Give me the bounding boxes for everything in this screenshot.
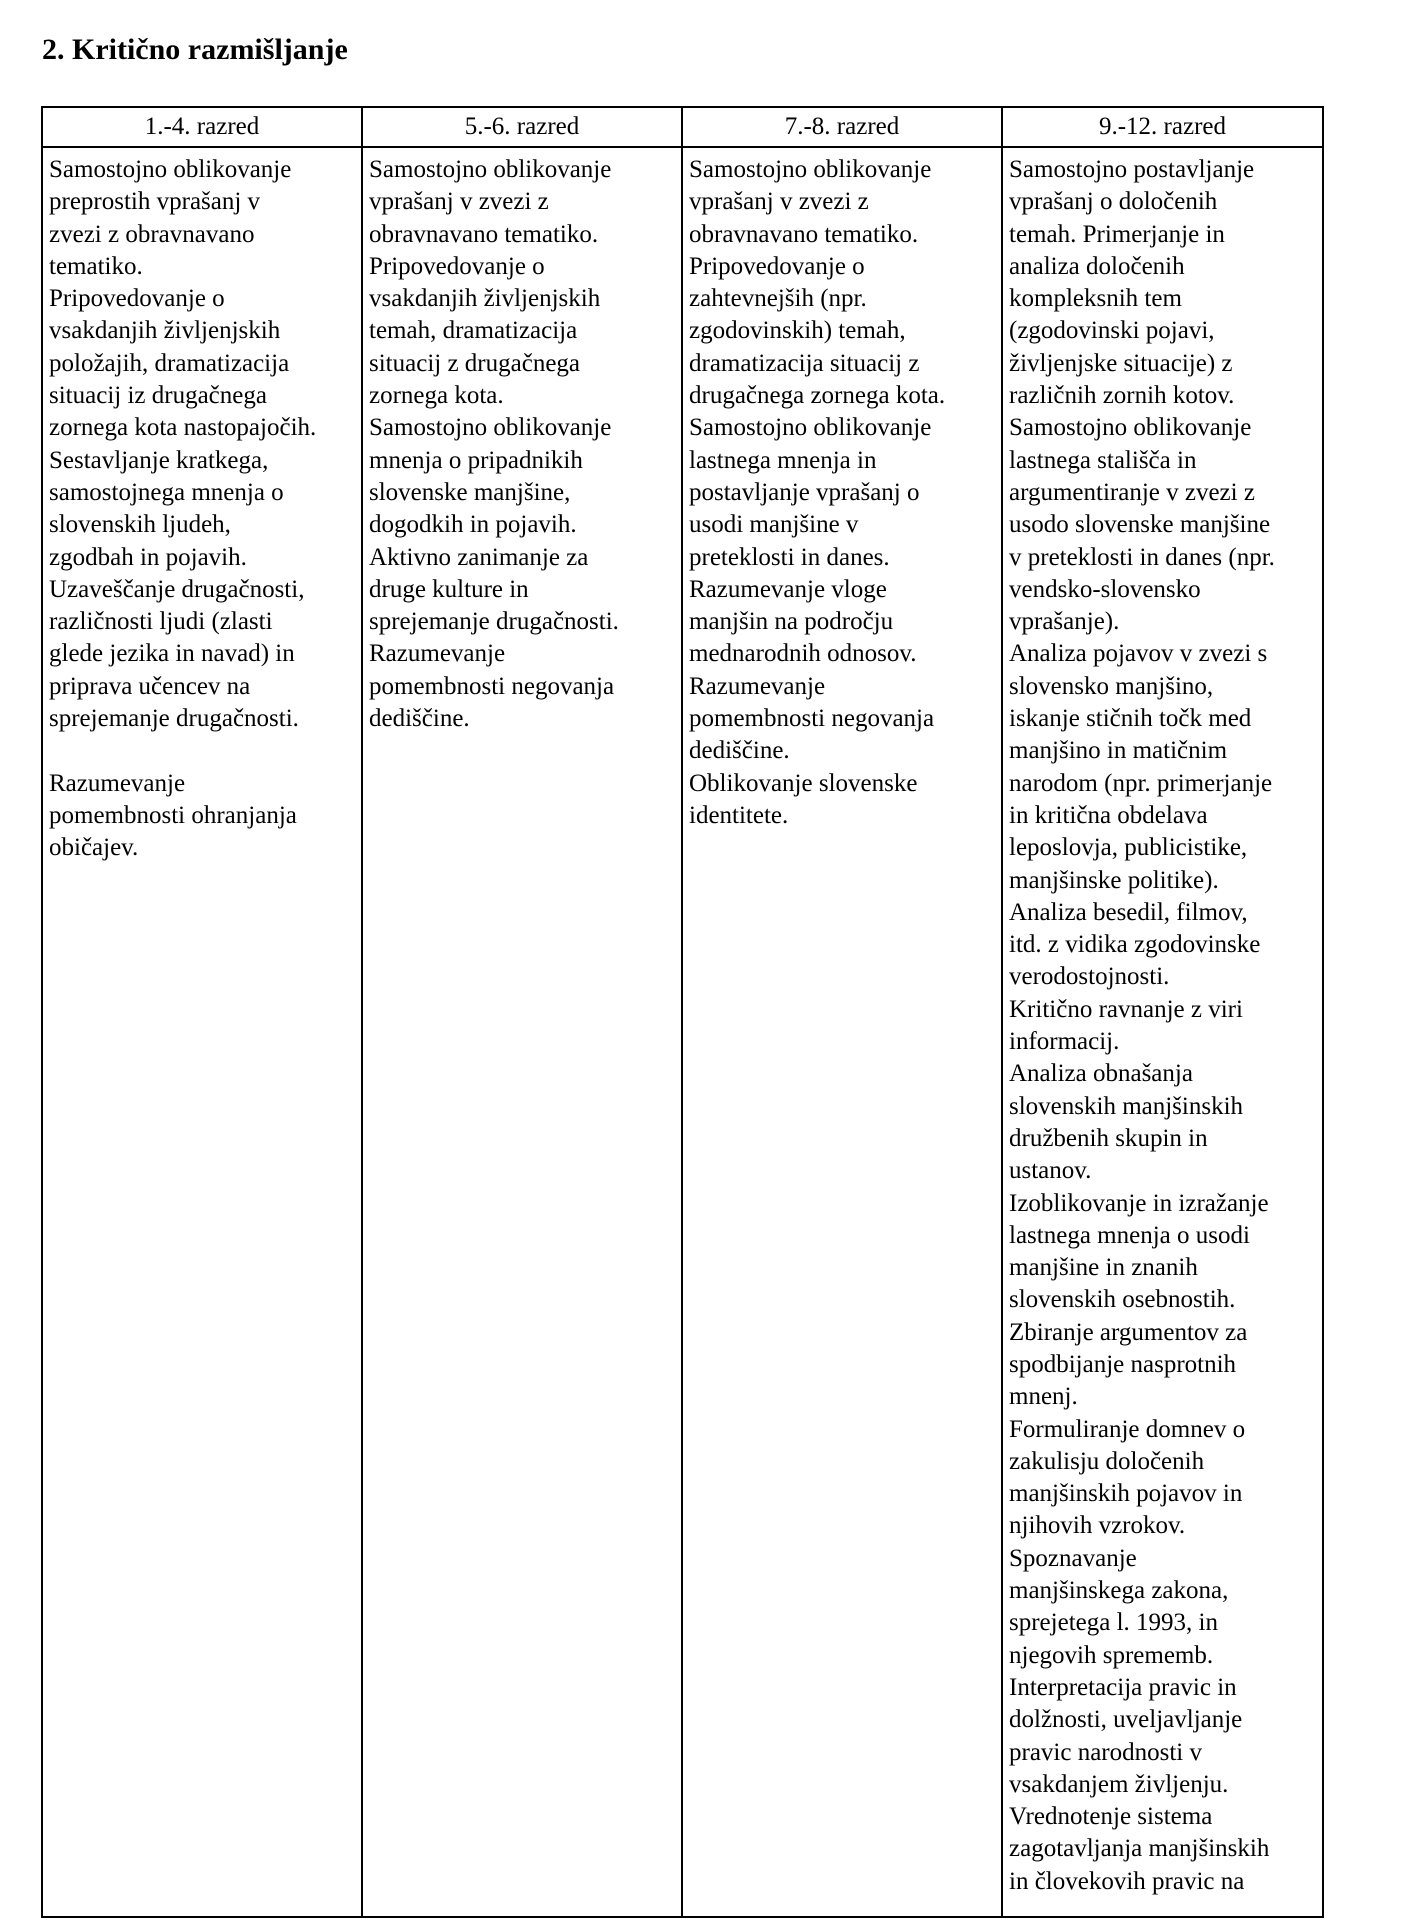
cell-text-line: manjšine in znanih xyxy=(1009,1254,1198,1282)
cell-text-line: Samostojno oblikovanje xyxy=(689,414,932,442)
header-grades-5-6: 5.-6. razred xyxy=(362,107,682,147)
cell-text-line: in človekovih pravic na xyxy=(1009,1867,1245,1895)
cell-text-line: Vrednotenje sistema xyxy=(1009,1803,1213,1831)
cell-text-line: Formuliranje domnev o xyxy=(1009,1415,1246,1443)
cell-text-line: dolžnosti, uveljavljanje xyxy=(1009,1706,1243,1734)
cell-text-line: slovenske manjšine, xyxy=(369,478,571,506)
cell-text-line: zvezi z obravnavano xyxy=(49,220,255,248)
cell-text-line: Pripovedovanje o xyxy=(689,252,865,280)
cell-text-line: Razumevanje xyxy=(369,640,506,668)
cell-text-line: zakulisju določenih xyxy=(1009,1447,1205,1475)
cell-text-line: Samostojno oblikovanje xyxy=(689,156,932,183)
cell-text-line: Spoznavanje xyxy=(1009,1544,1137,1572)
cell-text-line: Samostojno oblikovanje xyxy=(49,156,292,183)
cell-text-line: Analiza pojavov v zvezi s xyxy=(1009,640,1268,668)
content-row xyxy=(42,147,1323,1917)
cell-text-line: Razumevanje xyxy=(689,672,826,700)
cell-text-line: leposlovja, publicistike, xyxy=(1009,834,1248,862)
header-grades-1-4: 1.-4. razred xyxy=(42,107,362,147)
cell-text-line: Analiza besedil, filmov, xyxy=(1009,898,1248,926)
cell-text-line: slovenskih ljudeh, xyxy=(49,511,231,539)
cell-text-line xyxy=(49,735,355,767)
cell-text-line: vsakdanjih življenjskih xyxy=(49,317,281,345)
cell-text-line: preprostih vprašanj v xyxy=(49,188,261,216)
cell-text-line: manjšinske politike). xyxy=(1009,866,1219,894)
cell-text-line: zahtevnejših (npr. xyxy=(689,285,867,313)
cell-text-line: samostojnega mnenja o xyxy=(49,478,284,506)
cell-text-line: pomembnosti negovanja xyxy=(369,672,615,700)
cell-grades-1-4 xyxy=(42,147,362,1917)
cell-text-line: vprašanj v zvezi z xyxy=(369,188,549,216)
cell-text-line: druge kulture in xyxy=(369,575,529,603)
cell-text-line: Kritično ravnanje z viri xyxy=(1009,995,1243,1023)
cell-text-line: Pripovedovanje o xyxy=(369,252,545,280)
grade-table xyxy=(41,106,1324,1918)
cell-text-line: pomembnosti ohranjanja xyxy=(49,801,297,829)
cell-text-line: vendsko-slovensko xyxy=(1009,575,1201,603)
cell-text-line: tematiko. xyxy=(49,252,143,280)
cell-text-line: manjšin na področju xyxy=(689,608,894,636)
cell-text-line: Razumevanje xyxy=(49,769,186,797)
cell-text-line: v preteklosti in danes (npr. xyxy=(1009,543,1275,571)
cell-text-line: lastnega mnenja o usodi xyxy=(1009,1221,1250,1249)
cell-text-line: dramatizacija situacij z xyxy=(689,349,920,377)
cell-text-line: drugačnega zornega kota. xyxy=(689,382,946,410)
cell-text-line: usodo slovenske manjšine xyxy=(1009,511,1271,539)
cell-text-line: Samostojno oblikovanje xyxy=(369,414,612,442)
cell-text-line: dediščine. xyxy=(369,705,470,733)
cell-text-line: zgodbah in pojavih. xyxy=(49,543,247,571)
cell-text-line: identitete. xyxy=(689,801,789,829)
cell-text-line: manjšinskih pojavov in xyxy=(1009,1480,1243,1508)
cell-text-line: sprejemanje drugačnosti. xyxy=(369,608,619,636)
cell-text-line: Analiza obnašanja xyxy=(1009,1060,1193,1088)
cell-text-line: obravnavano tematiko. xyxy=(369,220,599,248)
cell-text-line: manjšinskega zakona, xyxy=(1009,1577,1229,1605)
cell-text-line: (zgodovinski pojavi, xyxy=(1009,317,1215,345)
cell-text-line: dediščine. xyxy=(689,737,790,765)
cell-text-line: slovensko manjšino, xyxy=(1009,672,1214,700)
cell-text-line: njegovih sprememb. xyxy=(1009,1641,1214,1669)
cell-text-line: postavljanje vprašanj o xyxy=(689,478,920,506)
cell-text-line: vprašanj o določenih xyxy=(1009,188,1218,216)
cell-text-line: običajev. xyxy=(49,834,139,862)
cell-text-line: Izoblikovanje in izražanje xyxy=(1009,1189,1269,1217)
cell-text-line: zornega kota. xyxy=(369,382,504,410)
cell-text-line: Pripovedovanje o xyxy=(49,285,225,313)
cell-text-line: iskanje stičnih točk med xyxy=(1009,705,1252,733)
cell-text-line: mnenja o pripadnikih xyxy=(369,446,583,474)
cell-text-line: glede jezika in navad) in xyxy=(49,640,295,668)
cell-grades-5-6 xyxy=(362,147,682,1917)
cell-text-line: Razumevanje vloge xyxy=(689,575,887,603)
cell-text-line: dogodkih in pojavih. xyxy=(369,511,577,539)
cell-text-line: vsakdanjem življenju. xyxy=(1009,1770,1229,1798)
cell-grades-9-12 xyxy=(1002,147,1323,1917)
header-grades-9-12: 9.-12. razred xyxy=(1002,107,1323,147)
cell-text-line: Interpretacija pravic in xyxy=(1009,1673,1237,1701)
cell-text-line: ustanov. xyxy=(1009,1157,1092,1185)
cell-text-line: zgodovinskih) temah, xyxy=(689,317,906,345)
cell-text-line: zagotavljanja manjšinskih xyxy=(1009,1835,1270,1863)
cell-text-line: spodbijanje nasprotnih xyxy=(1009,1350,1237,1378)
cell-text-line: Samostojno oblikovanje xyxy=(1009,414,1252,442)
cell-text-line: kompleksnih tem xyxy=(1009,285,1182,313)
cell-text-line: pravic narodnosti v xyxy=(1009,1738,1203,1766)
cell-text-line: njihovih vzrokov. xyxy=(1009,1512,1186,1540)
cell-text-line: mednarodnih odnosov. xyxy=(689,640,917,668)
header-grades-7-8: 7.-8. razred xyxy=(682,107,1002,147)
cell-text-line: sprejemanje drugačnosti. xyxy=(49,705,299,733)
cell-text-line: obravnavano tematiko. xyxy=(689,220,919,248)
cell-text-line: argumentiranje v zvezi z xyxy=(1009,478,1255,506)
cell-text-line: zornega kota nastopajočih. xyxy=(49,414,317,442)
cell-text-line: preteklosti in danes. xyxy=(689,543,890,571)
cell-text-line: Sestavljanje kratkega, xyxy=(49,446,269,474)
cell-text-line: itd. z vidika zgodovinske xyxy=(1009,931,1261,959)
cell-text-line: in kritična obdelava xyxy=(1009,801,1208,829)
cell-text-line: vsakdanjih življenjskih xyxy=(369,285,601,313)
cell-text-line: mnenj. xyxy=(1009,1383,1078,1411)
cell-text-line: priprava učencev na xyxy=(49,672,251,700)
cell-text-line: analiza določenih xyxy=(1009,252,1185,280)
cell-text-line: slovenskih osebnostih. xyxy=(1009,1286,1236,1314)
cell-text-line: vprašanje). xyxy=(1009,608,1120,636)
cell-text-line: sprejetega l. 1993, in xyxy=(1009,1609,1218,1637)
cell-text-line: Oblikovanje slovenske xyxy=(689,769,918,797)
cell-text-line: slovenskih manjšinskih xyxy=(1009,1092,1244,1120)
cell-text-line: Samostojno oblikovanje xyxy=(369,156,612,183)
cell-text-line: temah. Primerjanje in xyxy=(1009,220,1225,248)
cell-text-line: informacij. xyxy=(1009,1028,1120,1056)
cell-text-line: Zbiranje argumentov za xyxy=(1009,1318,1248,1346)
cell-text-line: položajih, dramatizacija xyxy=(49,349,290,377)
cell-text-line: vprašanj v zvezi z xyxy=(689,188,869,216)
cell-text-line: življenjske situacije) z xyxy=(1009,349,1233,377)
cell-text-line: manjšino in matičnim xyxy=(1009,737,1228,765)
cell-text-line: narodom (npr. primerjanje xyxy=(1009,769,1273,797)
cell-text-line: temah, dramatizacija xyxy=(369,317,578,345)
cell-text-line: različnih zornih kotov. xyxy=(1009,382,1235,410)
cell-text-line: situacij z drugačnega xyxy=(369,349,581,377)
cell-text-line: Samostojno postavljanje xyxy=(1009,156,1255,183)
cell-text-line: Aktivno zanimanje za xyxy=(369,543,589,571)
cell-text-line: lastnega stališča in xyxy=(1009,446,1197,474)
header-row xyxy=(42,107,1323,147)
page-title: 2. Kritično razmišljanje xyxy=(42,33,348,66)
cell-text-line: lastnega mnenja in xyxy=(689,446,877,474)
cell-text-line: Uzaveščanje drugačnosti, xyxy=(49,575,305,603)
cell-text-line: različnosti ljudi (zlasti xyxy=(49,608,273,636)
cell-text-line: situacij iz drugačnega xyxy=(49,382,267,410)
cell-grades-7-8 xyxy=(682,147,1002,1917)
cell-text-line: usodi manjšine v xyxy=(689,511,859,539)
cell-text-line: verodostojnosti. xyxy=(1009,963,1170,991)
cell-text-line: pomembnosti negovanja xyxy=(689,705,935,733)
cell-text-line: družbenih skupin in xyxy=(1009,1124,1208,1152)
